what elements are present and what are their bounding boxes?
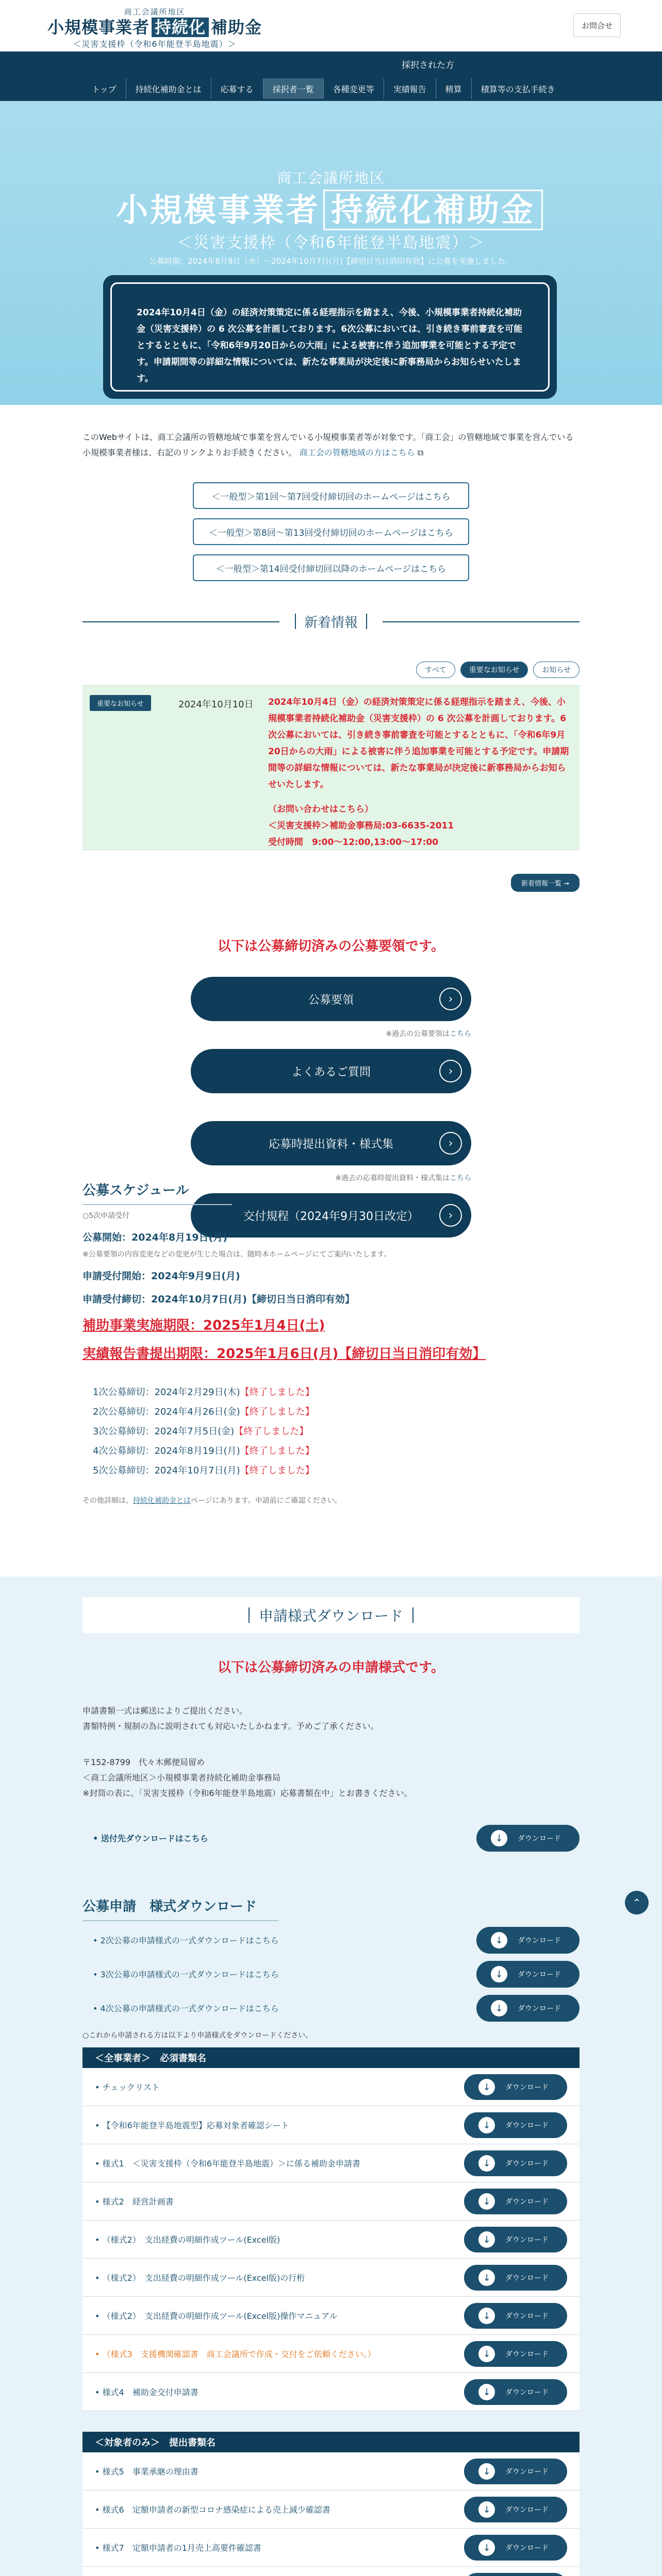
- logo-sub-text: ＜災害支援枠（令和6年能登半島地震）＞: [73, 39, 237, 49]
- notice-box: [103, 275, 557, 399]
- row-label: • 様式2 経営計画書: [95, 2197, 174, 2207]
- contact-button[interactable]: お問合せ: [573, 13, 621, 37]
- download-button[interactable]: ↓ ダウンロード: [464, 2074, 567, 2100]
- schedule-note: ※公募要領の内容変更などの変更が生じた場合は、随時本ホームページにてご案内いたします。: [82, 1250, 391, 1259]
- hero-banner: [0, 101, 662, 405]
- forms-button[interactable]: 応募時提出資料・様式集 ›: [191, 1121, 471, 1165]
- schedule-section: [82, 1180, 580, 1505]
- hero-note: 公募時期：2024年8月9日（水）〜2024年10月7日(月)【締切日当日消印有効】に公募を実施しました。: [149, 257, 513, 266]
- schedule-report-end: 実績報告書提出期限：2025年1月6日(月)【締切日当日消印有効】: [82, 1346, 486, 1362]
- table-row: [82, 2335, 580, 2373]
- table-head: ＜対象者のみ＞ 提出書類名: [82, 2432, 580, 2452]
- row-label: • （様式2） 支出経費の明細作成ツール(Excel版)の行桁: [95, 2273, 305, 2283]
- arrow-down-icon: ↓: [478, 2539, 495, 2556]
- download-button[interactable]: ↓ ダウンロード: [464, 2497, 567, 2522]
- table-row: [82, 2297, 580, 2335]
- past-3-label: • 3次公募の申請様式の一式ダウンロードはこちら: [93, 1970, 279, 1979]
- past-note: ○これから申請される方は以下より申請様式をダウンロードください。: [82, 2031, 313, 2040]
- table-row: [82, 2144, 580, 2182]
- schedule-sub: ○5次申請受付: [82, 1212, 130, 1220]
- past-2-download-button[interactable]: ↓ ダウンロード: [476, 1927, 580, 1954]
- download-closed-heading: 以下は公募締切済みの申請様式です。: [218, 1660, 444, 1675]
- past-3-download-button[interactable]: ↓ ダウンロード: [476, 1961, 580, 1988]
- download-button[interactable]: ↓ ダウンロード: [464, 2341, 567, 2367]
- download-section: [0, 1577, 662, 2576]
- hero-title-a: 小規模事業者: [115, 191, 320, 229]
- past-4-download-button[interactable]: ↓ ダウンロード: [476, 1995, 580, 2022]
- done-item: 3次公募締切：2024年7月5日(金)【終了しました】: [93, 1426, 309, 1437]
- hero-title: [0, 184, 662, 230]
- download-para: 申請書類一式は郵送によりご提出ください。 書類特例・規制の為に説明されても対応いたしかねます。予めご了承ください。 〒152-8799 代々木郵便局留め ＜商工会議所地区＞小規模事業者持続化補助金事務局 ※封筒の表に、「災害支援枠（令和6年能登半島地震）応募書類在中」とお書きください。: [82, 1706, 412, 1798]
- nav-item-7[interactable]: 積算等の支払手続き: [481, 84, 555, 94]
- past-4-label: • 4次公募の申請様式の一式ダウンロードはこちら: [93, 2004, 279, 2013]
- download-button[interactable]: ↓ ダウンロード: [464, 2150, 567, 2176]
- optional-docs-table: [82, 2432, 580, 2576]
- notice-text: 2024年10月4日（金）の経済対策策定に係る経理指示を踏まえ、今後、小規模事業者持続化補助金（災害支援枠）の 6 次公募を計画しております。6次公募においては、引き続き事前審査を可能とするとともに、「令和6年9月20日からの大雨」による被害に伴う追加事業を可能とする予定です。申請期間等の詳細な情報については、新たな事業局が決定後に新事務局からお知らせいたします。: [110, 282, 550, 392]
- arrow-right-icon: ›: [439, 1132, 462, 1155]
- row-label: • （様式3 支援機関確認書 商工会議所で作成・交付をご依頼ください。）: [95, 2349, 376, 2359]
- table-row: [82, 2567, 580, 2576]
- done-list: [93, 1383, 580, 1481]
- arrow-down-icon: ↓: [478, 2463, 495, 2480]
- past-forms-link: ※過去の応募時提出資料・様式集はこちら: [335, 1174, 471, 1182]
- news-tag: 重要なお知らせ: [90, 695, 151, 711]
- arrow-down-icon: ↓: [478, 2079, 495, 2095]
- send-download-button[interactable]: ↓ ダウンロード: [476, 1825, 580, 1852]
- nav-item-5[interactable]: 実績報告: [384, 78, 436, 99]
- table-row: [82, 2259, 580, 2297]
- schedule-impl-end: 補助事業実施期限：2025年1月4日(土): [82, 1318, 325, 1333]
- done-item: 5次公募締切：2024年10月7日(月)【終了しました】: [93, 1465, 315, 1476]
- arrow-down-icon: ↓: [478, 2155, 495, 2172]
- past-guides-link: ※過去の公募要領はこちら: [386, 1030, 471, 1038]
- intro-text: [82, 430, 580, 461]
- table-row: [82, 2221, 580, 2259]
- row-label: • 様式5 事業承継の理由書: [95, 2467, 198, 2477]
- row-label: • 様式6 定額申請者の新型コロナ感染症による売上減少確認書: [95, 2505, 330, 2515]
- schedule-footer: その他詳細は、持続化補助金とはページにあります。申請前にご確認ください。: [82, 1497, 342, 1505]
- download-button[interactable]: ↓ ダウンロード: [464, 2265, 567, 2291]
- logo-main-b: 持続化: [152, 18, 209, 37]
- arrow-right-icon: ›: [439, 988, 462, 1010]
- schedule-rules-button[interactable]: 交付規程（2024年9月30日改定） ›: [191, 1193, 471, 1238]
- chamber-link[interactable]: 商工会の管轄地域の方はこちら: [299, 448, 415, 457]
- news-filters: [416, 662, 580, 678]
- arrow-down-icon: ↓: [478, 2308, 495, 2324]
- arrow-right-icon: ›: [439, 1060, 462, 1082]
- download-button[interactable]: ↓ ダウンロード: [464, 2379, 567, 2405]
- row-label: • （様式2） 支出経費の明細作成ツール(Excel版): [95, 2235, 280, 2245]
- schedule-recv-start: 申請受付開始：2024年9月9日(月): [82, 1270, 240, 1282]
- news-section: [0, 606, 662, 925]
- site-logo[interactable]: [47, 6, 262, 49]
- download-button[interactable]: ↓ ダウンロード: [464, 2189, 567, 2214]
- row-label: • 様式1 ＜災害支援枠（令和6年能登半島地震）＞に係る補助金申請書: [95, 2159, 360, 2168]
- done-item: 4次公募締切：2024年8月19日(月)【終了しました】: [93, 1446, 315, 1456]
- arrow-down-icon: ↓: [478, 2384, 495, 2400]
- table-row: [82, 2490, 580, 2529]
- guide-button[interactable]: 公募要領 ›: [191, 977, 471, 1021]
- scroll-top-button[interactable]: ⌃: [625, 1891, 649, 1914]
- download-button[interactable]: ↓ ダウンロード: [464, 2303, 567, 2329]
- download-button[interactable]: ↓ ダウンロード: [464, 2112, 567, 2138]
- arrow-down-icon: ↓: [491, 1830, 507, 1846]
- arrow-down-icon: ↓: [491, 1932, 507, 1948]
- arrow-down-icon: ↓: [478, 2117, 495, 2133]
- general-1-7-button[interactable]: ＜一般型＞第1回〜第7回受付締切回のホームページはこちら: [193, 482, 469, 509]
- logo-main-text: [47, 17, 262, 38]
- news-item[interactable]: [82, 685, 580, 850]
- site-header: [0, 0, 662, 52]
- nav-item-0[interactable]: トップ: [82, 78, 126, 99]
- nav-adopted[interactable]: 採択された方: [402, 60, 454, 71]
- schedule-title: 公募スケジュール: [82, 1180, 232, 1205]
- download-button[interactable]: [464, 2573, 567, 2576]
- intro-body: このWebサイトは、商工会議所の管轄地域で事業を営んでいる小規模事業者等が対象です。「商工会」の管轄地域で事業を営んでいる小規模事業者様は、右記のリンクよりお手続きください。: [82, 432, 574, 457]
- forms-title: 公募申請 様式ダウンロード: [82, 1896, 278, 1921]
- logo-small-text: 商工会議所地区: [124, 7, 186, 16]
- schedule-recv-end: 申請受付締切：2024年10月7日(月)【締切日当日消印有効】: [82, 1294, 355, 1305]
- table-row: [82, 2529, 580, 2567]
- general-14-button[interactable]: ＜一般型＞第14回受付締切回以降のホームページはこちら: [193, 554, 469, 581]
- arrow-down-icon: ↓: [491, 2000, 507, 2016]
- row-label: • 様式7 定額申請者の1月売上高要件確認書: [95, 2543, 261, 2553]
- news-heading-line: [82, 615, 580, 631]
- nav-item-2[interactable]: 応募する: [211, 78, 263, 99]
- faq-button[interactable]: よくあるご質問 ›: [191, 1049, 471, 1093]
- logo-main-c: 補助金: [211, 18, 262, 37]
- logo-main-a: 小規模事業者: [47, 18, 150, 37]
- arrow-down-icon: ↓: [478, 2346, 495, 2362]
- table-row: [82, 2106, 580, 2144]
- hero-title-b: 持続化補助金: [323, 190, 543, 230]
- table-row: [82, 2452, 580, 2490]
- download-button[interactable]: ↓ ダウンロード: [464, 2227, 567, 2252]
- main-nav: [0, 52, 662, 101]
- table-row: [82, 2373, 580, 2411]
- hero-subtitle: ＜災害支援枠（令和6年能登半島地震）＞: [177, 234, 485, 252]
- filter-all[interactable]: すべて: [416, 662, 455, 678]
- news-more-button[interactable]: 新着情報一覧 →: [511, 874, 580, 892]
- done-item: 1次公募締切：2024年2月29日(木)【終了しました】: [93, 1387, 315, 1398]
- arrow-down-icon: ↓: [478, 2269, 495, 2286]
- filter-important[interactable]: 重要なお知らせ: [460, 662, 528, 678]
- nav-item-1[interactable]: 持続化補助金とは: [126, 78, 211, 99]
- news-body: 2024年10月4日（金）の経済対策策定に係る経理指示を踏まえ、今後、小規模事業者持続化補助金（災害支援枠）の 6 次公募を計画しております。6次公募においては、引き続き事前審査を可能とするとともに、「令和6年9月20日からの大雨」による被害に伴う追加事業を可能とする予定です。申請期間等の詳細な情報については、新たな事業局が決定後に新事務局からお知らせいたします。 （お問い合わせはこちら） ＜災害支援枠＞補助金事務局:03-6635-2011 受付時間 9:00〜12:00,13:00〜17:00: [268, 697, 569, 848]
- row-label: • 【令和6年能登半島地震型】応募対象者確認シート: [95, 2121, 289, 2130]
- arrow-right-icon: ›: [439, 1204, 462, 1227]
- intro-section: [0, 405, 662, 606]
- row-label: • （様式2） 支出経費の明細作成ツール(Excel版)操作マニュアル: [95, 2311, 338, 2321]
- nav-item-6[interactable]: 精算: [436, 78, 472, 99]
- arrow-down-icon: ↓: [478, 2501, 495, 2518]
- news-date: 2024年10月10日: [178, 699, 254, 710]
- nav-row: [82, 78, 580, 99]
- filter-info[interactable]: お知らせ: [533, 662, 580, 678]
- download-button[interactable]: ↓ ダウンロード: [464, 2535, 567, 2561]
- closed-heading: 以下は公募締切済みの公募要領です。: [218, 939, 444, 954]
- nav-item-4[interactable]: 各種変更等: [324, 78, 384, 99]
- arrow-down-icon: ↓: [491, 1966, 507, 1982]
- download-button[interactable]: ↓ ダウンロード: [464, 2459, 567, 2484]
- required-docs-table: [82, 2047, 580, 2411]
- news-heading: 新着情報: [279, 606, 383, 637]
- table-row: [82, 2182, 580, 2221]
- hero-small: 商工会議所地区: [276, 170, 385, 187]
- external-link-icon: ⧉: [417, 448, 424, 457]
- general-8-13-button[interactable]: ＜一般型＞第8回〜第13回受付締切回のホームページはこちら: [193, 518, 469, 545]
- download-heading: 申請様式ダウンロード: [82, 1597, 580, 1633]
- row-label: • 様式4 補助金交付申請書: [95, 2387, 198, 2397]
- done-item: 2次公募締切：2024年4月26日(金)【終了しました】: [93, 1406, 315, 1417]
- arrow-down-icon: ↓: [478, 2231, 495, 2248]
- nav-item-3[interactable]: 採択者一覧: [263, 78, 324, 99]
- send-label: • 送付先ダウンロードはこちら: [93, 1834, 208, 1843]
- past-2-label: • 2次公募の申請様式の一式ダウンロードはこちら: [93, 1936, 279, 1945]
- row-label: • チェックリスト: [95, 2082, 160, 2092]
- table-head: ＜全事業者＞ 必須書類名: [82, 2047, 580, 2068]
- schedule-start: 公募開始：2024年8月19日(月): [82, 1232, 227, 1243]
- table-row: [82, 2068, 580, 2106]
- arrow-down-icon: ↓: [478, 2193, 495, 2210]
